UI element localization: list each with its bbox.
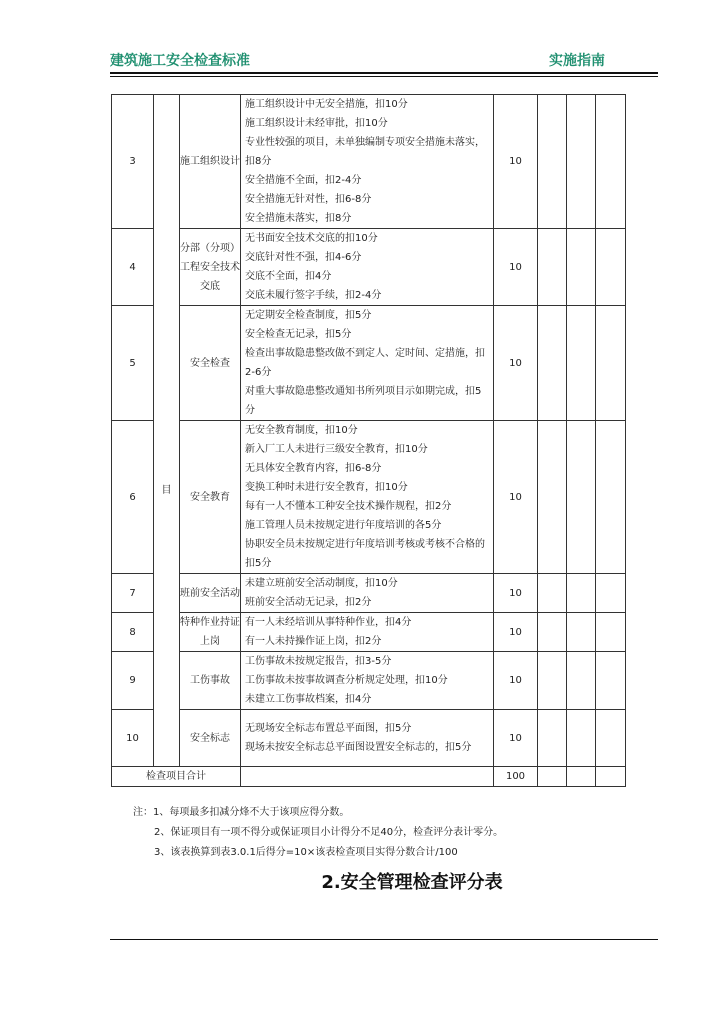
header-document-title: 建筑施工安全检查标准 [110, 53, 250, 69]
deduction-line: 施工组织设计未经审批，扣10分 [245, 118, 388, 129]
row-number: 3 [112, 95, 154, 229]
deduction-line: 未建立工伤事故档案，扣4分 [245, 694, 372, 705]
section-heading: 2.安全管理检查评分表 [321, 872, 503, 893]
check-item: 安全检查 [180, 306, 241, 421]
max-score: 10 [494, 613, 538, 652]
actual-score-cell [567, 710, 596, 767]
table-notes [133, 803, 503, 863]
deducted-score-cell [538, 710, 567, 767]
total-actual-cell [567, 767, 596, 787]
max-score: 10 [494, 574, 538, 613]
deduction-line: 协职安全员未按规定进行年度培训考核或考核不合格的扣5分 [245, 539, 485, 569]
total-label: 检查项目合计 [112, 767, 241, 787]
deduction-line: 施工管理人员未按规定进行年度培训的各5分 [245, 520, 442, 531]
deduction-standard [241, 613, 494, 652]
deduction-line: 安全措施无针对性，扣6-8分 [245, 194, 372, 205]
deduction-line: 安全措施未落实，扣8分 [245, 213, 352, 224]
deduction-standard [241, 421, 494, 574]
total-score: 100 [494, 767, 538, 787]
deduction-standard [241, 710, 494, 767]
deduction-standard [241, 229, 494, 306]
row-number: 7 [112, 574, 154, 613]
deduction-standard [241, 95, 494, 229]
actual-score-cell [567, 229, 596, 306]
deducted-score-cell [538, 229, 567, 306]
deduction-line: 交底针对性不强，扣4-6分 [245, 252, 362, 263]
remark-cell [596, 613, 626, 652]
deduction-line: 检查出事故隐患整改做不到定人、定时间、定措施，扣2-6分 [245, 348, 485, 378]
max-score: 10 [494, 95, 538, 229]
note-2: 2、保证项目有一项不得分或保证项目小计得分不足40分，检查评分表计零分。 [154, 827, 504, 838]
row-number: 10 [112, 710, 154, 767]
deducted-score-cell [538, 421, 567, 574]
deducted-score-cell [538, 306, 567, 421]
row-number: 6 [112, 421, 154, 574]
deduction-line: 新入厂工人未进行三级安全教育，扣10分 [245, 444, 428, 455]
deduction-line: 无具体安全教育内容，扣6-8分 [245, 463, 382, 474]
actual-score-cell [567, 306, 596, 421]
deduction-line: 无安全教育制度，扣10分 [245, 425, 358, 436]
group-label: 目 [154, 95, 180, 767]
row-number: 4 [112, 229, 154, 306]
header-section-title: 实施指南 [549, 53, 605, 69]
max-score: 10 [494, 229, 538, 306]
deduction-line: 无书面安全技术交底的扣10分 [245, 233, 378, 244]
remark-cell [596, 229, 626, 306]
max-score: 10 [494, 652, 538, 710]
deduction-line: 每有一人不懂本工种安全技术操作规程，扣2分 [245, 501, 452, 512]
total-deducted-cell [538, 767, 567, 787]
deduction-line: 现场未按安全标志总平面图设置安全标志的，扣5分 [245, 742, 472, 753]
deduction-line: 工伤事故未按事故调查分析规定处理，扣10分 [245, 675, 448, 686]
deduction-line: 未建立班前安全活动制度，扣10分 [245, 578, 398, 589]
total-deduction-cell [241, 767, 494, 787]
actual-score-cell [567, 95, 596, 229]
actual-score-cell [567, 574, 596, 613]
max-score: 10 [494, 306, 538, 421]
remark-cell [596, 306, 626, 421]
deducted-score-cell [538, 613, 567, 652]
check-item: 安全标志 [180, 710, 241, 767]
check-item: 特种作业持证上岗 [180, 613, 241, 652]
table-row [112, 652, 626, 710]
remark-cell [596, 652, 626, 710]
table-row [112, 613, 626, 652]
remark-cell [596, 421, 626, 574]
deduction-line: 工伤事故未按规定报告，扣3-5分 [245, 656, 392, 667]
remark-cell [596, 710, 626, 767]
deduction-line: 交底未履行签字手续，扣2-4分 [245, 290, 382, 301]
check-item: 工伤事故 [180, 652, 241, 710]
deduction-standard [241, 306, 494, 421]
deduction-line: 施工组织设计中无安全措施，扣10分 [245, 99, 408, 110]
check-item: 安全教育 [180, 421, 241, 574]
deduction-line: 有一人未持操作证上岗，扣2分 [245, 636, 382, 647]
deduction-line: 无定期安全检查制度，扣5分 [245, 310, 372, 321]
deduction-line: 安全措施不全面，扣2-4分 [245, 175, 362, 186]
table-row [112, 574, 626, 613]
footer-rule [110, 939, 658, 940]
max-score: 10 [494, 421, 538, 574]
deduction-line: 有一人未经培训从事特种作业，扣4分 [245, 617, 412, 628]
deducted-score-cell [538, 95, 567, 229]
deduction-line: 专业性较强的项目，未单独编制专项安全措施未落实，扣8分 [245, 137, 485, 167]
check-item: 施工组织设计 [180, 95, 241, 229]
table-row [112, 306, 626, 421]
remark-cell [596, 574, 626, 613]
deduction-line: 安全检查无记录，扣5分 [245, 329, 352, 340]
deduction-line: 无现场安全标志布置总平面图，扣5分 [245, 723, 412, 734]
deduction-line: 变换工种时未进行安全教育，扣10分 [245, 482, 408, 493]
actual-score-cell [567, 652, 596, 710]
table-row [112, 710, 626, 767]
deduction-line: 班前安全活动无记录，扣2分 [245, 597, 372, 608]
actual-score-cell [567, 613, 596, 652]
table-row [112, 95, 626, 229]
safety-management-score-table [111, 94, 626, 787]
actual-score-cell [567, 421, 596, 574]
deduction-line: 交底不全面，扣4分 [245, 271, 332, 282]
check-item: 分部（分项）工程安全技术交底 [180, 229, 241, 306]
deducted-score-cell [538, 652, 567, 710]
header-rule-thick [110, 72, 658, 74]
total-remark-cell [596, 767, 626, 787]
row-number: 9 [112, 652, 154, 710]
total-row [112, 767, 626, 787]
table-row [112, 421, 626, 574]
max-score: 10 [494, 710, 538, 767]
header-rule-thin [110, 76, 658, 77]
remark-cell [596, 95, 626, 229]
deduction-standard [241, 574, 494, 613]
row-number: 8 [112, 613, 154, 652]
note-3: 3、该表换算到表3.0.1后得分=10×该表检查项目实得分数合计/100 [154, 847, 458, 858]
deduction-line: 对重大事故隐患整改通知书所列项目示如期完成，扣5分 [245, 386, 482, 416]
deduction-standard [241, 652, 494, 710]
deducted-score-cell [538, 574, 567, 613]
table-row [112, 229, 626, 306]
row-number: 5 [112, 306, 154, 421]
check-item: 班前安全活动 [180, 574, 241, 613]
note-1: 注：1、每项最多扣减分烽不大于该项应得分数。 [133, 807, 350, 818]
